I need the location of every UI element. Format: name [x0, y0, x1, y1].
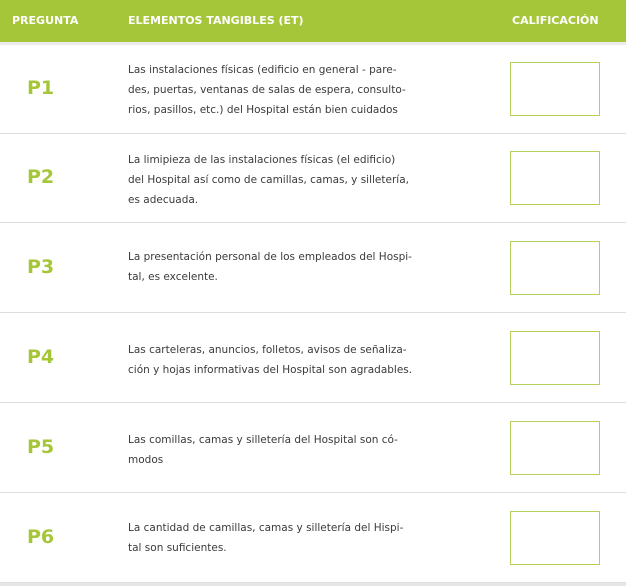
question-row-p6 — [0, 494, 626, 583]
question-text-line: tal son suficientes. — [128, 542, 227, 554]
question-text-line: La limipieza de las instalaciones físicas (el edificio) — [128, 154, 396, 166]
question-text-line: Las carteleras, anuncios, folletos, avisos de señaliza- — [128, 344, 407, 356]
question-row-p5 — [0, 404, 626, 493]
header-pregunta: PREGUNTA — [12, 14, 79, 27]
score-input-box[interactable] — [510, 62, 600, 116]
question-number: P3 — [27, 256, 55, 278]
score-input-box[interactable] — [510, 331, 600, 385]
question-text-line: del Hospital así como de camillas, camas, y silletería, — [128, 174, 409, 186]
question-text — [128, 518, 418, 558]
question-row-p4 — [0, 314, 626, 403]
question-text — [128, 340, 418, 380]
question-text-line: rios, pasillos, etc.) del Hospital están bien cuidados — [128, 104, 398, 116]
score-input-box[interactable] — [510, 421, 600, 475]
question-row-p3 — [0, 224, 626, 313]
question-text — [128, 150, 418, 210]
table-header — [0, 0, 626, 42]
question-text — [128, 430, 418, 470]
question-number: P6 — [27, 526, 55, 548]
score-input-box[interactable] — [510, 511, 600, 565]
question-text-line: ción y hojas informativas del Hospital son agradables. — [128, 364, 413, 376]
question-text-line: des, puertas, ventanas de salas de espera, consulto- — [128, 84, 406, 96]
question-text-line: Las comillas, camas y silletería del Hospital son có- — [128, 434, 398, 446]
question-row-p1 — [0, 45, 626, 134]
question-row-p2 — [0, 134, 626, 223]
question-text-line: tal, es excelente. — [128, 271, 218, 283]
question-text-line: es adecuada. — [128, 194, 199, 206]
question-text — [128, 247, 418, 287]
header-calificacion: CALIFICACIÓN — [512, 14, 599, 27]
question-number: P5 — [27, 436, 55, 458]
score-input-box[interactable] — [510, 151, 600, 205]
header-elementos-tangibles: ELEMENTOS TANGIBLES (ET) — [128, 14, 304, 27]
question-number: P2 — [27, 166, 55, 188]
question-text — [128, 60, 418, 120]
question-text-line: modos — [128, 454, 164, 466]
question-text-line: Las instalaciones físicas (edificio en general - pare- — [128, 64, 397, 76]
question-text-line: La presentación personal de los empleados del Hospi- — [128, 251, 412, 263]
score-input-box[interactable] — [510, 241, 600, 295]
question-number: P4 — [27, 346, 55, 368]
question-text-line: La cantidad de camillas, camas y silletería del Hispi- — [128, 522, 404, 534]
question-number: P1 — [27, 77, 55, 99]
